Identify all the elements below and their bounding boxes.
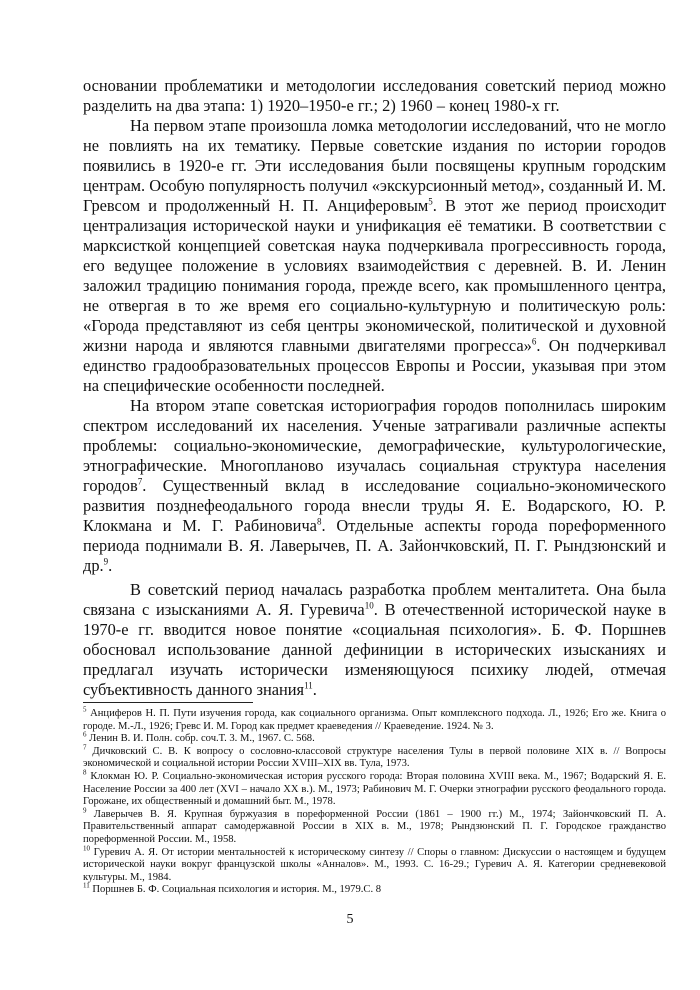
footnote-number: 11 (83, 881, 90, 890)
paragraph-second-stage (83, 396, 666, 576)
paragraph-text: На первом этапе произошла ломка методологии исследований, что не могло не повлиять на их тематику. Первые советские издания по истории городов появились в 1920-е гг. Эти исследования были посвящены крупным городским центрам. Особую популярность получил «экскурсионный метод», созданный И. М. Гревсом и продолженный Н. П. Анциферовым (83, 116, 666, 215)
footnote-ref[interactable]: 5 (428, 196, 433, 207)
footnote-text: Клокман Ю. Р. Социально-экономическая история русского города: Вторая половина XVIII века. М., 1967; Водарский Я. Е. Население России за 400 лет (XVI – начало XX в.). М., 1973; Рабинович М. Г. Очерки этнографии русского феодального города. Горожане, их общественный и домашний быт. М., 1978. (83, 770, 666, 808)
footnote-item (83, 806, 666, 847)
footnote-number: 5 (83, 705, 87, 714)
footnote-ref[interactable]: 11 (304, 680, 313, 691)
footnote-item (83, 705, 666, 733)
footnotes (83, 705, 666, 897)
paragraph-text: . Он подчеркивал единство градообразовательных процессов Европы и России, указывая при этом на специфические особенности последней. (83, 336, 666, 395)
footnote-ref[interactable]: 7 (137, 476, 143, 487)
footnote-item (83, 730, 666, 746)
footnote-number: 8 (83, 768, 87, 777)
paragraph-text: На втором этапе советская историография городов пополнилась широким спектром исследований их населения. Ученые затрагивали различные аспекты проблемы: социально-экономические, демографические, культурологические, этнографические. Многопланово изучалась социальная структура населения городов (83, 396, 666, 495)
paragraph-text: . (312, 680, 317, 699)
paragraph-text: . Существенный вклад в исследование социально-экономического развития позднефеодального города внесли труды Я. Е. Водарского, Ю. Р. Клокмана и М. Г. Рабиновича (83, 476, 666, 535)
footnote-text: Лаверычев В. Я. Крупная буржуазия в пореформенной России (1861 – 1900 гг.) М., 1974; Зайончковский П. А. Правительственный аппарат самодержавной России в XIX в. М., 1978; Рындзюнский П. Г. Городское гражданство пореформенной России. М., 1958. (83, 808, 666, 845)
footnote-text: Ленин В. И. Полн. собр. соч.Т. 3. М., 1967. С. 568. (86, 733, 315, 745)
footnote-number: 9 (83, 806, 87, 815)
paragraph-continuation (83, 76, 666, 116)
footnote-item (83, 881, 666, 897)
footnote-ref[interactable]: 10 (364, 600, 374, 611)
footnote-item (83, 743, 666, 771)
paragraph-text: основании проблематики и методологии исследования советский период можно разделить на два этапа: 1) 1920–1950-е гг.; 2) 1960 – конец 1980-х гг. (83, 76, 666, 115)
paragraph-text: . (108, 556, 113, 575)
paragraph-text: . В этот же период происходит централизация исторической науки и унификация её тематики. В соответствии с марксисткой концепцией советская наука подчеркивала прогрессивность города, его ведущее положение в условиях взаимодействия с деревней. В. И. Ленин заложил традицию понимания города, прежде всего, как промышленного центра, не отвергая в то же время его социально-культурную и политическую роль: «Города представляют из себя центры экономической, политической и духовной жизни народа и являются главными двигателями прогресса» (83, 196, 666, 355)
footnote-text: Поршнев Б. Ф. Социальная психология и история. М., 1979.С. 8 (89, 884, 382, 896)
paragraph-text: . Отдельные аспекты города пореформенного периода поднимали В. Я. Лаверычев, П. А. Зайончковский, П. Г. Рындзюнский и др. (83, 516, 666, 575)
footnote-separator (83, 702, 253, 703)
footnote-text: Анциферов Н. П. Пути изучения города, как социального организма. Опыт комплексного подхода. Л., 1926; Его же. Книга о городе. М.-Л., 1926; Гревс И. М. Город как предмет краеведения // Краеведение. 1924. № 3. (83, 708, 666, 732)
footnote-ref[interactable]: 6 (531, 336, 537, 347)
footnote-ref[interactable]: 9 (103, 556, 109, 567)
footnote-number: 10 (83, 844, 90, 852)
paragraph-text: В советский период началась разработка проблем менталитета. Она была связана с изысканиями А. Я. Гуревича (83, 580, 666, 619)
footnote-item (83, 768, 666, 809)
footnote-item (83, 844, 666, 885)
footnote-number: 6 (83, 730, 87, 739)
footnote-ref[interactable]: 8 (316, 516, 322, 527)
footnote-number: 7 (83, 743, 87, 752)
footnote-text: Гуревич А. Я. От истории ментальностей к историческому синтезу // Споры о главном: Дискуссии о настоящем и будущем исторической науки вокруг французской школы «Анналов». М., 1993. С. 16-29.; Гуревич А. Я. Категории средневековой культуры. М., 1984. (83, 846, 666, 883)
main-text (83, 76, 666, 700)
footnote-text: Дичковский С. В. К вопросу о сословно-классовой структуре населения Тулы в первой половине XIX в. // Вопросы экономической и социальной истории России XVIII–XIX вв. Тула, 1973. (83, 745, 666, 770)
paragraph-text: . В отечественной исторической науке в 1970-е гг. вводится новое понятие «социальная психология». Б. Ф. Поршнев обосновал использование данной дефиниции в исторических изысканиях и предлагал изучать исторически изменяющуюся психику людей, отмечая субъективность данного знания (83, 600, 666, 699)
paragraph-mentality (83, 580, 666, 700)
paragraph-first-stage (83, 116, 666, 396)
page-number: 5 (346, 912, 354, 927)
